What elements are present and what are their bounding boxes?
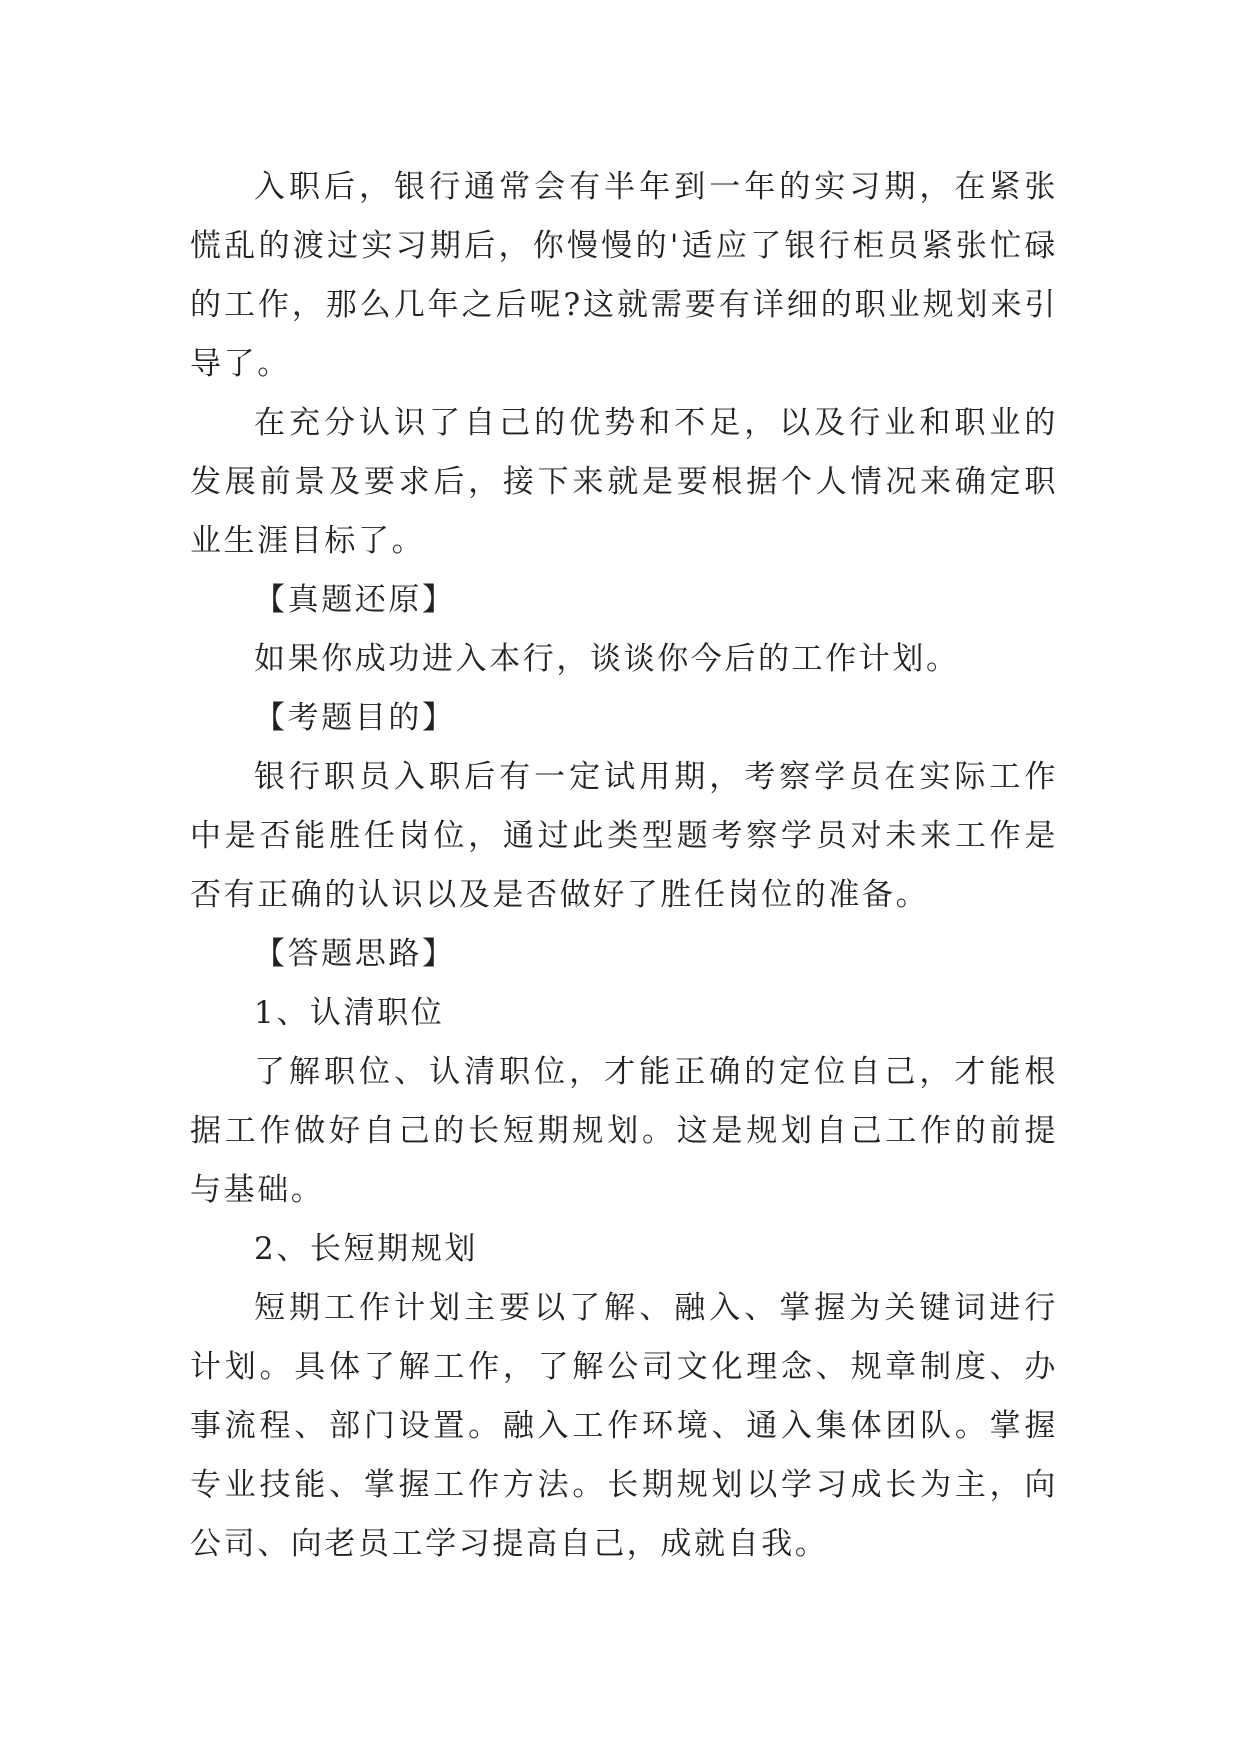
subheading-know-position: 1、认清职位 bbox=[254, 995, 445, 1031]
document-body bbox=[190, 158, 1058, 1574]
paragraph-question: 如果你成功进入本行，谈谈你今后的工作计划。 bbox=[254, 641, 960, 677]
heading-answer-approach: 【答题思路】 bbox=[254, 936, 456, 972]
paragraph-long-short-plan: 短期工作计划主要以了解、融入、掌握为关键词进行计划。具体了解工作，了解公司文化理念、规章制度、办事流程、部门设置。融入工作环境、通入集体团队。掌握专业技能、掌握工作方法。长期规划以学习成长为主，向公司、向老员工学习提高自己，成就自我。 bbox=[190, 1290, 1058, 1562]
paragraph-career-goal: 在充分认识了自己的优势和不足，以及行业和职业的发展前景及要求后，接下来就是要根据个人情况来确定职业生涯目标了。 bbox=[190, 405, 1058, 559]
paragraph-purpose: 银行职员入职后有一定试用期，考察学员在实际工作中是否能胜任岗位，通过此类型题考察学员对未来工作是否有正确的认识以及是否做好了胜任岗位的准备。 bbox=[190, 759, 1058, 913]
heading-question-purpose: 【考题目的】 bbox=[254, 700, 456, 736]
paragraph-know-position: 了解职位、认清职位，才能正确的定位自己，才能根据工作做好自己的长短期规划。这是规划自己工作的前提与基础。 bbox=[190, 1054, 1058, 1208]
paragraph-internship: 入职后，银行通常会有半年到一年的实习期，在紧张慌乱的渡过实习期后，你慢慢的'适应了银行柜员紧张忙碌的工作，那么几年之后呢?这就需要有详细的职业规划来引导了。 bbox=[190, 169, 1058, 382]
heading-real-question: 【真题还原】 bbox=[254, 582, 456, 618]
subheading-long-short-plan: 2、长短期规划 bbox=[254, 1231, 478, 1267]
